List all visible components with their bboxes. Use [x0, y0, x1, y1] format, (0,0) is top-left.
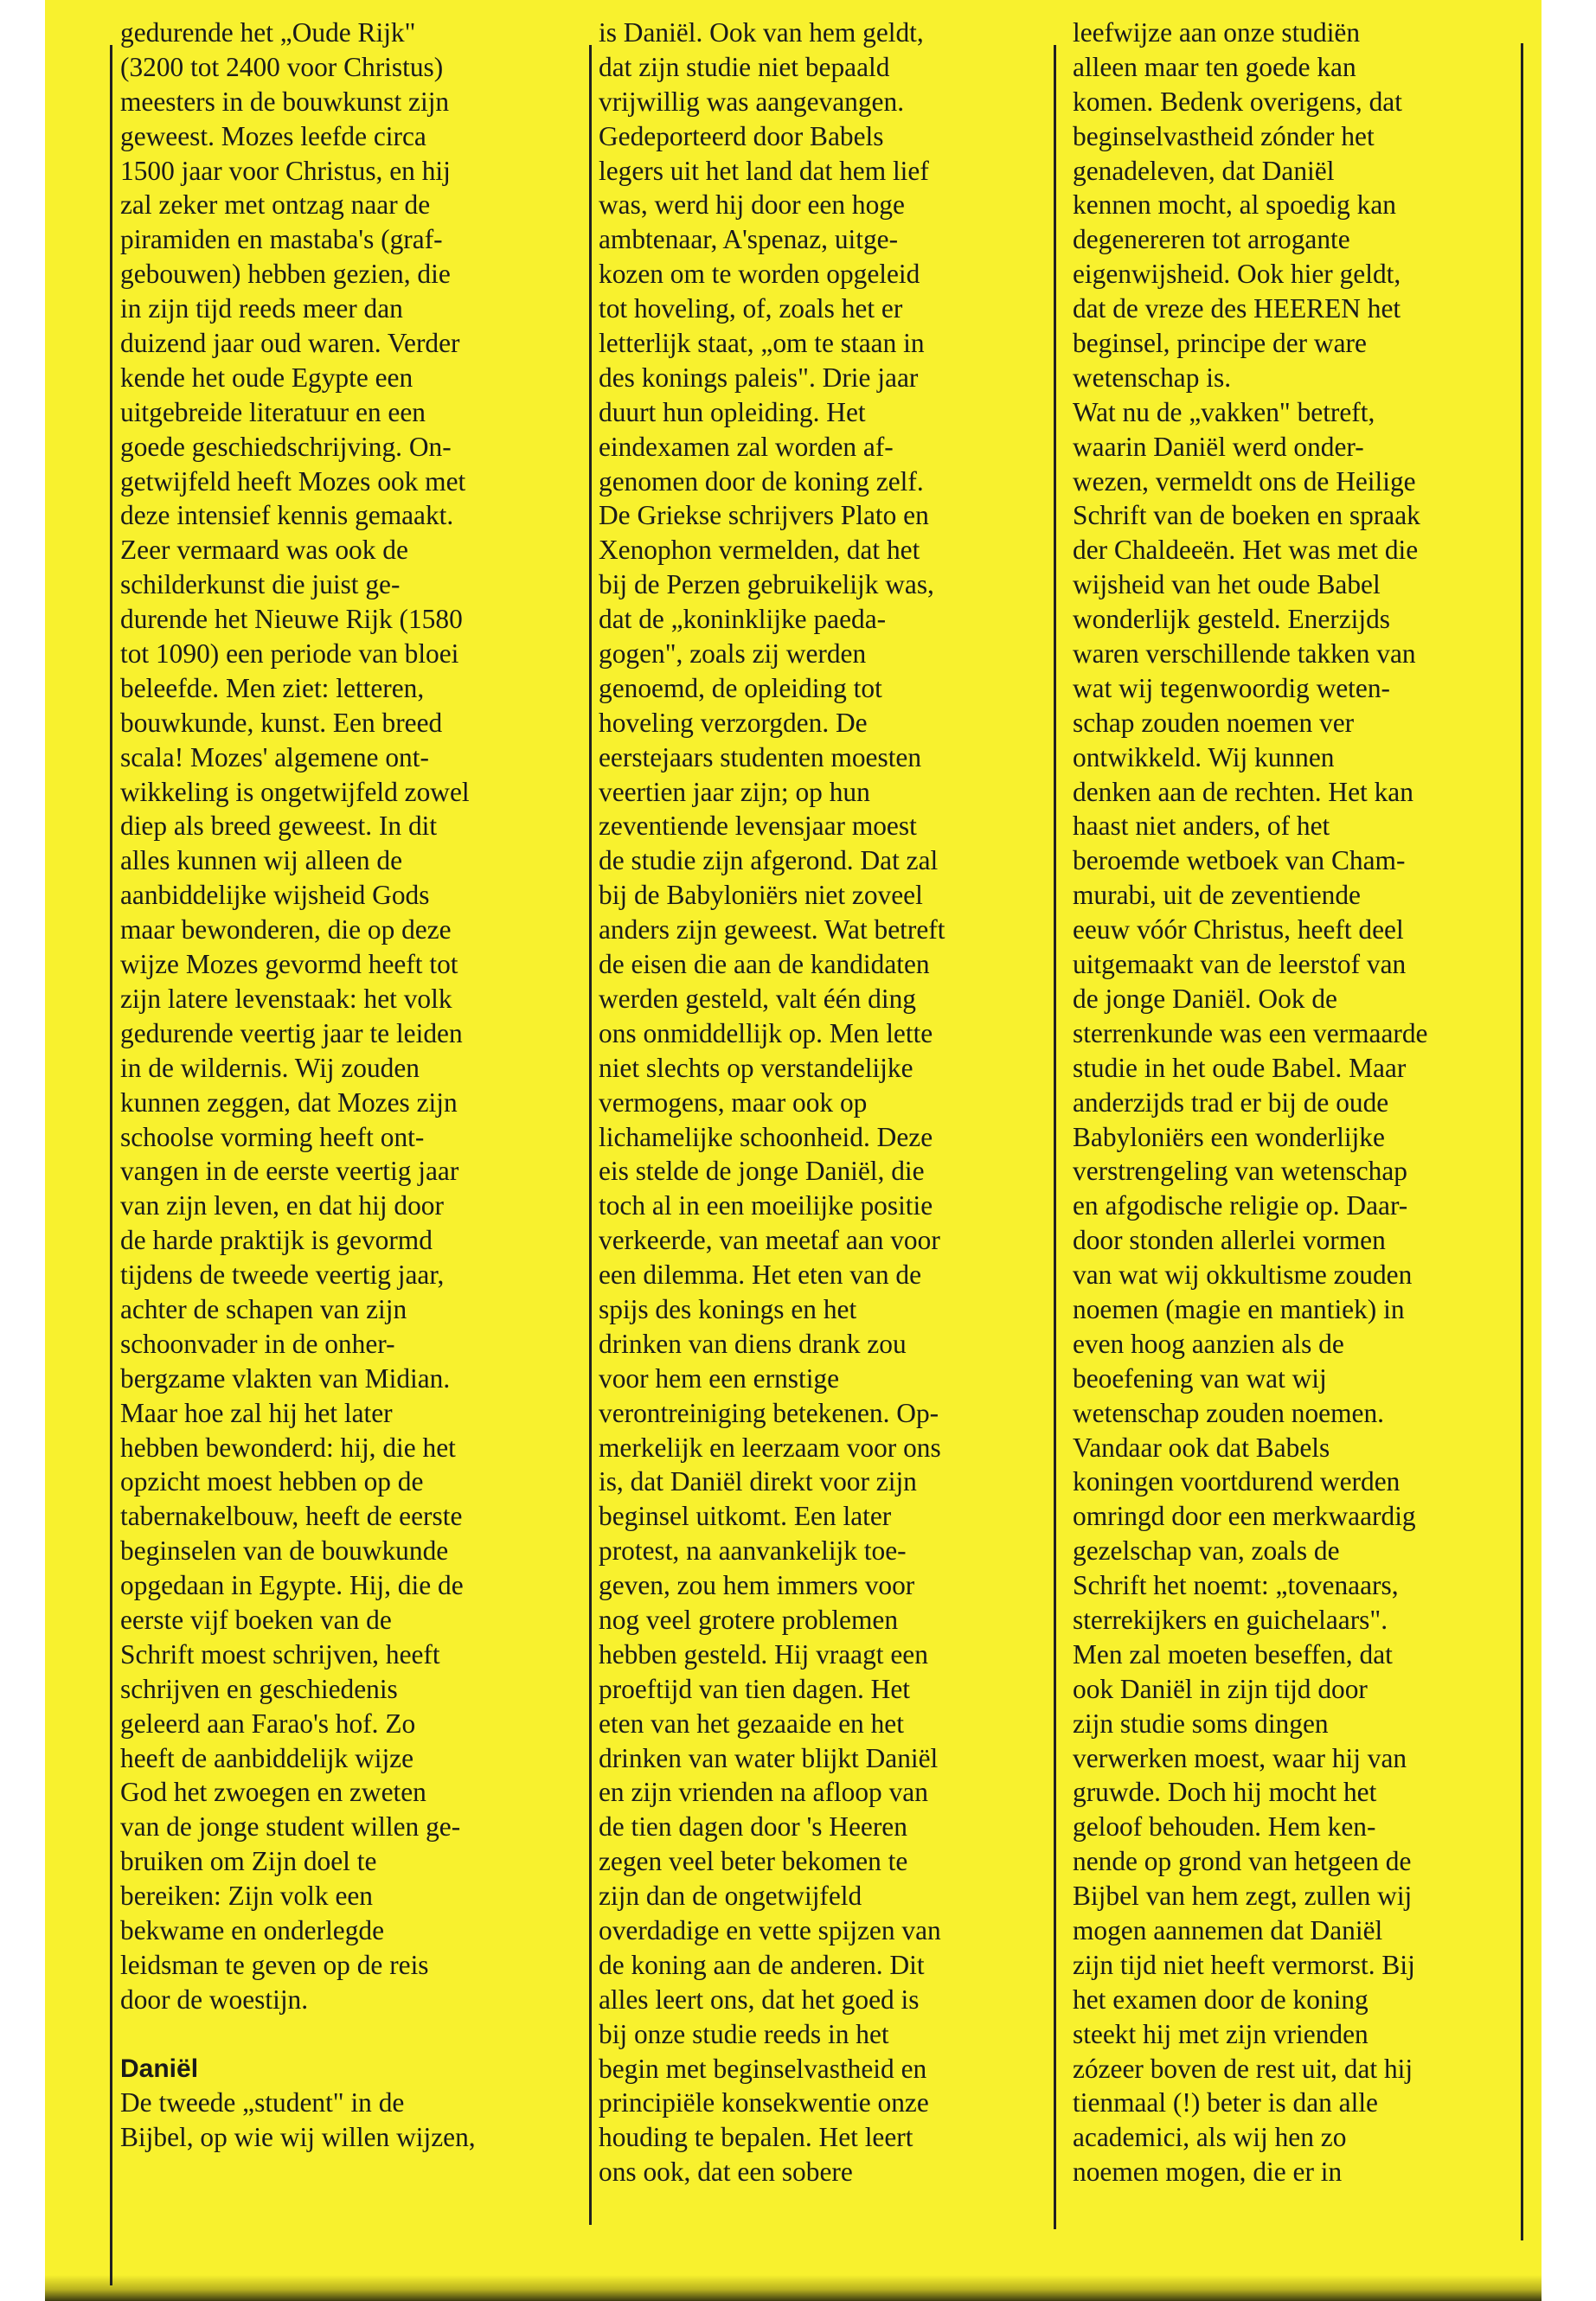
text-line: beginsel uitkomt. Een later [599, 1501, 892, 1532]
text-line: protest, na aanvankelijk toe- [599, 1535, 907, 1567]
text-line: tabernakelbouw, heeft de eerste [120, 1501, 463, 1532]
text-line: wikkeling is ongetwijfeld zowel [120, 776, 470, 807]
text-line: duizend jaar oud waren. Verder [120, 328, 460, 359]
text-line: scala! Mozes' algemene ont- [120, 741, 429, 772]
text-line: en afgodische religie op. Daar- [1073, 1190, 1408, 1221]
text-line: heeft de aanbiddelijk wijze [120, 1742, 414, 1773]
text-line: genadeleven, dat Daniël [1073, 155, 1335, 186]
text-line: hoveling verzorgden. De [599, 707, 868, 738]
text-line: letterlijk staat, „om te staan in [599, 328, 925, 359]
text-line: hebben bewonderd: hij, die het [120, 1432, 456, 1463]
text-line: de tien dagen door 's Heeren [599, 1811, 907, 1843]
text-line: aanbiddelijke wijsheid Gods [120, 880, 430, 911]
text-line: haast niet anders, of het [1073, 811, 1330, 842]
text-line: beginselen van de bouwkunde [120, 1535, 449, 1567]
text-line: nog veel grotere problemen [599, 1604, 899, 1635]
text-line: Xenophon vermelden, dat het [599, 535, 920, 566]
column-rule-center-left [589, 45, 592, 2225]
text-line: steekt hij met zijn vrienden [1073, 2018, 1368, 2049]
text-line: de harde praktijk is gevormd [120, 1225, 433, 1256]
text-line: drinken van water blijkt Daniël [599, 1742, 939, 1773]
text-line: kunnen zeggen, dat Mozes zijn [120, 1086, 458, 1118]
text-line: alles kunnen wij alleen de [120, 845, 402, 876]
text-line: zeventiende levensjaar moest [599, 811, 917, 842]
text-line: geven, zou hem immers voor [599, 1570, 915, 1601]
text-line: het examen door de koning [1073, 1984, 1368, 2015]
text-line: dat de „koninklijke paeda- [599, 604, 887, 635]
text-line: zijn tijd niet heeft vermorst. Bij [1073, 1949, 1415, 1980]
text-line: opzicht moest hebben op de [120, 1466, 424, 1497]
text-line: sterrenkunde was een vermaarde [1073, 1017, 1428, 1048]
text-line: gedurende het „Oude Rijk" [120, 17, 416, 48]
text-line: Wat nu de „vakken" betreft, [1073, 396, 1375, 427]
text-line: Schrift moest schrijven, heeft [120, 1638, 440, 1670]
text-line: door de woestijn. [120, 1984, 309, 2015]
text-line: murabi, uit de zeventiende [1073, 880, 1361, 911]
text-line: tot hoveling, of, zoals het er [599, 293, 903, 324]
text-line: en zijn vrienden na afloop van [599, 1777, 928, 1808]
text-line: uitgemaakt van de leerstof van [1073, 949, 1407, 980]
text-line: academici, als wij hen zo [1073, 2122, 1347, 2153]
text-line: 1500 jaar voor Christus, en hij [120, 155, 451, 186]
text-line: Maar hoe zal hij het later [120, 1397, 393, 1428]
text-line: van zijn leven, en dat hij door [120, 1190, 444, 1221]
text-line: alles leert ons, dat het goed is [599, 1984, 920, 2015]
text-line: beroemde wetboek van Cham- [1073, 845, 1406, 876]
text-line: niet slechts op verstandelijke [599, 1052, 913, 1083]
text-line: wezen, vermeldt ons de Heilige [1073, 465, 1416, 497]
text-line: de studie zijn afgerond. Dat zal [599, 845, 939, 876]
text-line: omringd door een merkwaardig [1073, 1501, 1416, 1532]
text-line: Bijbel, op wie wij willen wijzen, [120, 2122, 476, 2153]
text-line: wijze Mozes gevormd heeft tot [120, 949, 458, 980]
text-line: vangen in de eerste veertig jaar [120, 1156, 459, 1187]
text-line: geloof behouden. Hem ken- [1073, 1811, 1376, 1843]
text-line: uitgebreide literatuur en een [120, 396, 426, 427]
text-line: ook Daniël in zijn tijd door [1073, 1673, 1368, 1704]
text-line: achter de schapen van zijn [120, 1293, 407, 1324]
column-right [1073, 16, 1521, 2189]
text-line: is Daniël. Ook van hem geldt, [599, 17, 924, 48]
column-left [120, 16, 579, 2155]
text-line: begin met beginselvastheid en [599, 2053, 927, 2084]
column-rule-left [110, 45, 112, 2285]
text-line: bouwkunde, kunst. Een breed [120, 707, 443, 738]
text-line: opgedaan in Egypte. Hij, die de [120, 1570, 464, 1601]
text-line: een dilemma. Het eten van de [599, 1259, 922, 1291]
text-line: zijn dan de ongetwijfeld [599, 1881, 862, 1912]
text-line: hebben gesteld. Hij vraagt een [599, 1638, 928, 1670]
text-line: Babyloniërs een wonderlijke [1073, 1121, 1385, 1152]
section-heading: Daniël [120, 2054, 199, 2083]
column-rule-center-right [1054, 45, 1056, 2229]
text-line: God het zwoegen en zweten [120, 1777, 426, 1808]
text-line: mogen aannemen dat Daniël [1073, 1914, 1383, 1945]
text-line: genomen door de koning zelf. [599, 465, 924, 497]
text-line: van wat wij okkultisme zouden [1073, 1259, 1413, 1291]
text-line: schilderkunst die juist ge- [120, 569, 401, 600]
text-line: piramiden en mastaba's (graf- [120, 224, 443, 255]
text-line: noemen (magie en mantiek) in [1073, 1293, 1405, 1324]
text-line: sterrekijkers en guichelaars". [1073, 1604, 1388, 1635]
text-line: wat wij tegenwoordig weten- [1073, 672, 1390, 703]
text-line: werden gesteld, valt één ding [599, 983, 916, 1014]
text-line: gezelschap van, zoals de [1073, 1535, 1340, 1567]
text-line: wijsheid van het oude Babel [1073, 569, 1381, 600]
text-line: door stonden allerlei vormen [1073, 1225, 1386, 1256]
text-line: anderzijds trad er bij de oude [1073, 1086, 1389, 1118]
text-line: spijs des konings en het [599, 1293, 857, 1324]
text-line: eerstejaars studenten moesten [599, 741, 922, 772]
text-line: leidsman te geven op de reis [120, 1949, 429, 1980]
text-line: wetenschap is. [1073, 362, 1232, 393]
text-line: dat zijn studie niet bepaald [599, 51, 890, 82]
text-line: beginsel, principe der ware [1073, 328, 1367, 359]
text-line: drinken van diens drank zou [599, 1328, 907, 1359]
text-line: Bijbel van hem zegt, zullen wij [1073, 1881, 1413, 1912]
text-line: noemen mogen, die er in [1073, 2157, 1343, 2188]
text-line: nende op grond van hetgeen de [1073, 1846, 1412, 1877]
text-line: koningen voortdurend werden [1073, 1466, 1401, 1497]
text-line: zal zeker met ontzag naar de [120, 189, 431, 221]
text-line: beginselvastheid zónder het [1073, 120, 1375, 151]
text-line: in zijn tijd reeds meer dan [120, 293, 403, 324]
text-line: verontreiniging betekenen. Op- [599, 1397, 939, 1428]
text-line: studie in het oude Babel. Maar [1073, 1052, 1407, 1083]
text-line: eigenwijsheid. Ook hier geldt, [1073, 259, 1401, 290]
text-line: eis stelde de jonge Daniël, die [599, 1156, 925, 1187]
column-middle [599, 16, 1048, 2189]
text-line: principiële konsekwentie onze [599, 2087, 929, 2118]
text-line: bergzame vlakten van Midian. [120, 1362, 451, 1394]
text-line: zijn latere levenstaak: het volk [120, 983, 452, 1014]
text-line: tot 1090) een periode van bloei [120, 638, 459, 670]
text-line: bij de Babyloniërs niet zoveel [599, 880, 923, 911]
text-line: gedurende veertig jaar te leiden [120, 1017, 463, 1048]
text-line: kozen om te worden opgeleid [599, 259, 920, 290]
text-line: ons ook, dat een sobere [599, 2157, 853, 2188]
text-line: eerste vijf boeken van de [120, 1604, 392, 1635]
text-line: deze intensief kennis gemaakt. [120, 500, 454, 531]
text-line: De tweede „student" in de [120, 2087, 405, 2118]
text-line: dat de vreze des HEEREN het [1073, 293, 1401, 324]
column-rule-right [1521, 43, 1523, 2240]
text-line: beleefde. Men ziet: letteren, [120, 672, 425, 703]
text-line: gruwde. Doch hij mocht het [1073, 1777, 1377, 1808]
text-line: leefwijze aan onze studiën [1073, 17, 1361, 48]
text-line: kennen mocht, al spoedig kan [1073, 189, 1396, 221]
text-line: van de jonge student willen ge- [120, 1811, 461, 1843]
text-line: Gedeporteerd door Babels [599, 120, 884, 151]
text-line: Zeer vermaard was ook de [120, 535, 408, 566]
text-line: in de wildernis. Wij zouden [120, 1052, 420, 1083]
text-line: duurt hun opleiding. Het [599, 396, 866, 427]
text-line: geleerd aan Farao's hof. Zo [120, 1708, 416, 1739]
text-line: kende het oude Egypte een [120, 362, 413, 393]
text-line: geweest. Mozes leefde circa [120, 120, 426, 151]
text-line: bruiken om Zijn doel te [120, 1846, 377, 1877]
text-line: verkeerde, van meetaf aan voor [599, 1225, 940, 1256]
text-line: Schrift van de boeken en spraak [1073, 500, 1420, 531]
text-line: durende het Nieuwe Rijk (1580 [120, 604, 463, 635]
text-line: schap zouden noemen ver [1073, 707, 1355, 738]
text-line: gogen", zoals zij werden [599, 638, 867, 670]
text-line: vrijwillig was aangevangen. [599, 86, 905, 117]
text-line: proeftijd van tien dagen. Het [599, 1673, 910, 1704]
text-line: anders zijn geweest. Wat betreft [599, 914, 945, 945]
text-line: zózeer boven de rest uit, dat hij [1073, 2053, 1413, 2084]
text-line: bekwame en onderlegde [120, 1914, 385, 1945]
text-line: diep als breed geweest. In dit [120, 811, 438, 842]
text-line: des konings paleis". Drie jaar [599, 362, 919, 393]
text-line: meesters in de bouwkunst zijn [120, 86, 450, 117]
text-line: zijn studie soms dingen [1073, 1708, 1329, 1739]
text-line: waarin Daniël werd onder- [1073, 431, 1364, 462]
text-line: lichamelijke schoonheid. Deze [599, 1121, 933, 1152]
text-line: schrijven en geschiedenis [120, 1673, 398, 1704]
text-line: denken aan de rechten. Het kan [1073, 776, 1413, 807]
text-line: degenereren tot arrogante [1073, 224, 1350, 255]
paragraph-spacer [120, 2017, 579, 2052]
text-line: is, dat Daniël direkt voor zijn [599, 1466, 917, 1497]
text-line: eeuw vóór Christus, heeft deel [1073, 914, 1404, 945]
text-line: der Chaldeeën. Het was met die [1073, 535, 1419, 566]
text-line: veertien jaar zijn; op hun [599, 776, 870, 807]
text-line: tienmaal (!) beter is dan alle [1073, 2087, 1378, 2118]
text-line: vermogens, maar ook op [599, 1086, 868, 1118]
text-line: beoefening van wat wij [1073, 1362, 1327, 1394]
text-line: legers uit het land dat hem lief [599, 155, 929, 186]
text-line: waren verschillende takken van [1073, 638, 1416, 670]
text-line: getwijfeld heeft Mozes ook met [120, 465, 466, 497]
text-line: bij onze studie reeds in het [599, 2018, 889, 2049]
text-line: toch al in een moeilijke positie [599, 1190, 933, 1221]
text-line: Vandaar ook dat Babels [1073, 1432, 1330, 1463]
text-line: overdadige en vette spijzen van [599, 1914, 941, 1945]
text-line: goede geschiedschrijving. On- [120, 431, 452, 462]
text-line: ontwikkeld. Wij kunnen [1073, 741, 1335, 772]
text-line: wonderlijk gesteld. Enerzijds [1073, 604, 1391, 635]
text-line: Men zal moeten beseffen, dat [1073, 1638, 1393, 1670]
text-line: schoolse vorming heeft ont- [120, 1121, 425, 1152]
text-line: ons onmiddellijk op. Men lette [599, 1017, 933, 1048]
text-line: verstrengeling van wetenschap [1073, 1156, 1408, 1187]
text-line: even hoog aanzien als de [1073, 1328, 1344, 1359]
text-line: houding te bepalen. Het leert [599, 2122, 913, 2153]
text-line: ambtenaar, A'spenaz, uitge- [599, 224, 899, 255]
text-line: was, werd hij door een hoge [599, 189, 905, 221]
text-line: tijdens de tweede veertig jaar, [120, 1259, 445, 1291]
text-line: de jonge Daniël. Ook de [1073, 983, 1337, 1014]
text-line: de koning aan de anderen. Dit [599, 1949, 925, 1980]
text-line: Schrift het noemt: „tovenaars, [1073, 1570, 1399, 1601]
text-line: eten van het gezaaide en het [599, 1708, 904, 1739]
page-bottom-edge [45, 2275, 1542, 2301]
text-line: maar bewonderen, die op deze [120, 914, 452, 945]
text-line: komen. Bedenk overigens, dat [1073, 86, 1402, 117]
text-line: bij de Perzen gebruikelijk was, [599, 569, 934, 600]
text-line: (3200 tot 2400 voor Christus) [120, 51, 444, 82]
text-line: zegen veel beter bekomen te [599, 1846, 908, 1877]
text-line: alleen maar ten goede kan [1073, 51, 1356, 82]
text-line: voor hem een ernstige [599, 1362, 840, 1394]
text-line: de eisen die aan de kandidaten [599, 949, 930, 980]
text-line: bereiken: Zijn volk een [120, 1881, 374, 1912]
text-line: gebouwen) hebben gezien, die [120, 259, 451, 290]
text-line: merkelijk en leerzaam voor ons [599, 1432, 941, 1463]
text-line: schoonvader in de onher- [120, 1328, 395, 1359]
text-line: eindexamen zal worden af- [599, 431, 894, 462]
text-line: De Griekse schrijvers Plato en [599, 500, 929, 531]
text-line: wetenschap zouden noemen. [1073, 1397, 1384, 1428]
text-line: verwerken moest, waar hij van [1073, 1742, 1407, 1773]
text-line: genoemd, de opleiding tot [599, 672, 882, 703]
